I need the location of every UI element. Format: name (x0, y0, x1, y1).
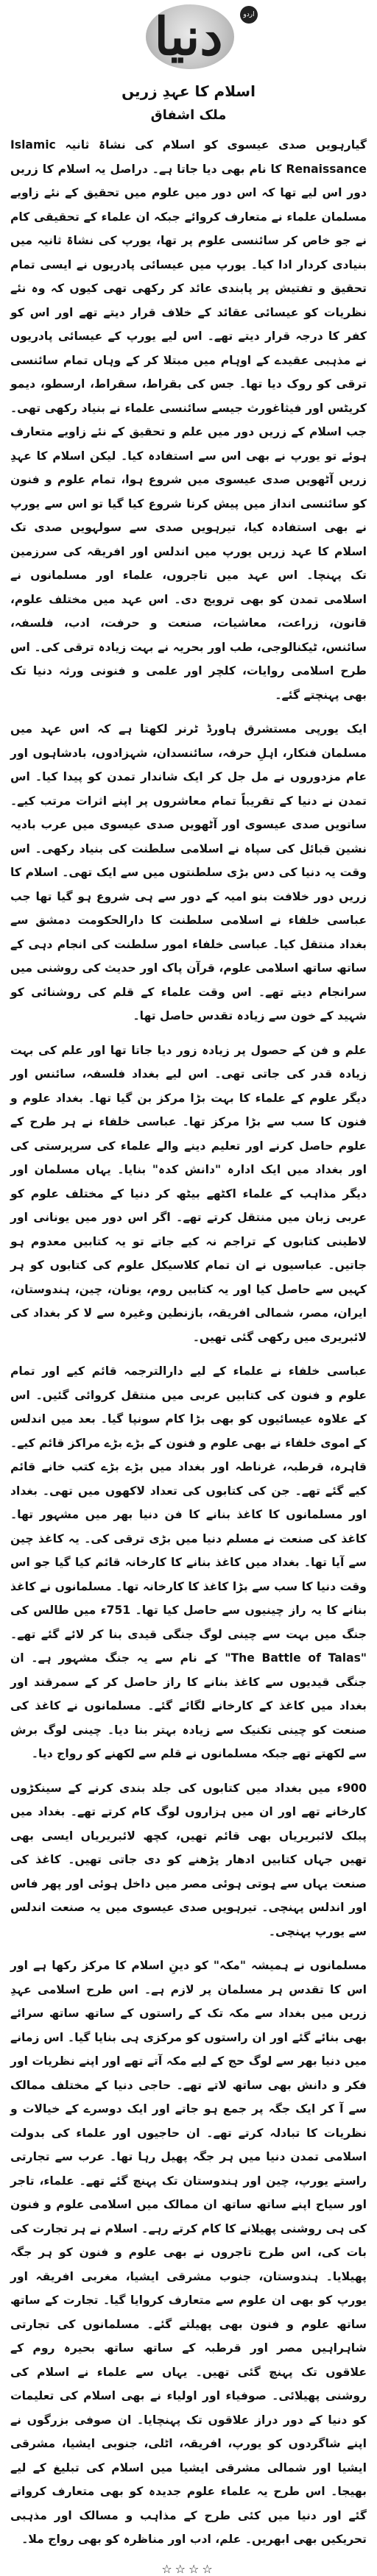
logo-text: دنیا (154, 6, 223, 67)
article-header (10, 82, 367, 123)
article-title: اسلام کا عہدِ زریں (121, 82, 256, 100)
paragraph: 900ء میں بغداد میں کتابوں کی جلد بندی کرنے کے سینکڑوں کارخانے تھے اور ان میں ہزاروں لوگ کام کرتے تھے۔ بغداد میں پبلک لائبریریاں بھی قائم تھیں، کچھ لائبریریاں ایسی بھی تھیں جہاں کتابیں ادھار پڑھنے کو دی جاتی تھیں۔ کاغذ کی صنعت یہاں سے ہوتی ہوئی مصر میں داخل ہوئی اور پھر فاس اور اندلس پہنچی۔ تیرہویں صدی عیسوی میں یہ صنعت اندلس سے یورپ پہنچی۔ (10, 1781, 367, 1938)
paragraph: ایک یورپی مستشرق ہاورڈ ٹرنر لکھتا ہے کہ اس عہد میں مسلمان فنکار، اہلِ حرفہ، سائنسدان، شہزادوں، بادشاہوں اور عام مزدوروں نے مل جل کر ایک شاندار تمدن کو پیدا کیا۔ اس تمدن نے دنیا کے تقریباً تمام معاشروں پر اپنے اثرات مرتب کیے۔ ساتویں صدی عیسوی اور آٹھویں صدی عیسوی میں عرب بادیہ نشین قبائل کی سپاہ نے اسلامی سلطنت کی بنیاد رکھی۔ اس وقت یہ دنیا کی دس بڑی سلطنتوں میں سے ایک تھی۔ اسلام کا زریں دور خلافت بنو امیہ کے دور سے ہی شروع ہو گیا تھا جب عباسی خلفاء نے اسلامی سلطنت کا دارالحکومت دمشق سے بغداد منتقل کیا۔ عباسی خلفاء امور سلطنت کی انجام دہی کے ساتھ ساتھ اسلامی علوم، قرآن پاک اور حدیث کی روشنی میں سرانجام دیتے تھے۔ اس وقت علماء کے قلم کی روشنائی کو شہید کے خون سے زیادہ تقدس حاصل تھا۔ (10, 722, 367, 1022)
masthead-logo (115, 0, 262, 74)
article-body (10, 133, 367, 2552)
article-author: ملک اشفاق (150, 107, 227, 123)
paragraph: عباسی خلفاء نے علماء کے لیے دارالترجمہ قائم کیے اور تمام علوم و فنون کی کتابیں عربی میں منتقل کروائی گئیں۔ اس کے علاوہ عیسائیوں کو بھی بڑا کام سونپا گیا۔ بعد میں اندلس کے اموی خلفاء نے بھی علوم و فنون کے بڑے بڑے مراکز قائم کیے۔ قاہرہ، قرطبہ، غرناطہ اور بغداد میں بڑے بڑے کتب خانے قائم کیے گئے تھے۔ جن کی کتابوں کی تعداد لاکھوں میں تھی۔ بغداد اور مسلمانوں کا کاغذ بنانے کا فن دنیا بھر میں مشہور تھا۔ کاغذ کی صنعت نے مسلم دنیا میں بڑی ترقی کی۔ یہ کاغذ چین سے آیا تھا۔ بغداد میں کاغذ بنانے کا کارخانہ قائم کیا گیا جو اس وقت دنیا کا سب سے بڑا کاغذ کا کارخانہ تھا۔ مسلمانوں نے کاغذ بنانے کا یہ راز چینیوں سے حاصل کیا تھا۔ 751ء میں طالس کی جنگ میں بہت سے چینی لوگ جنگی قیدی بنا کر لائے گئے تھے۔ "The Battle of Talas" کے نام سے یہ جنگ مشہور ہے۔ ان جنگی قیدیوں سے کاغذ بنانے کا راز حاصل کر کے سمرقند اور بغداد میں کاغذ کے کارخانے لگائے گئے۔ مسلمانوں نے کاغذ کی صنعت کو چینی تکنیک سے زیادہ بہتر بنا دیا۔ چینی لوگ برش سے لکھتے تھے جبکہ مسلمانوں نے قلم سے لکھنے کو رواج دیا۔ (10, 1365, 367, 1760)
paragraph: گیارہویں صدی عیسوی کو اسلام کی نشاۃ ثانیہ Islamic Renaissance کا نام بھی دیا جاتا ہے۔ دراصل یہ اسلام کا زریں دور اس لیے تھا کہ اس دور میں علوم میں تحقیق کے نئے زاویے مسلمان علماء نے متعارف کروائے جبکہ ان علماء کے تحقیقی کام نے جو خاص کر سائنسی علوم پر تھا، یورپ کی نشاۃ ثانیہ میں بنیادی کردار ادا کیا۔ یورپ میں عیسائی پادریوں نے ایسی تمام تحقیق و تفتیش پر پابندی عائد کر رکھی تھی کیوں کہ وہ نئے نظریات کو عیسائی عقائد کے خلاف قرار دیتے تھے اور اس کو کفر کا درجہ قرار دیتے تھے۔ اس لیے یورپ کے عیسائی پادریوں نے مذہبی عقیدے کے اوہام میں مبتلا کر کے وہاں تمام سائنسی ترقی کو روک دیا تھا۔ جس کی بقراط، سقراط، ارسطو، دیمو کریٹس اور فیثاغورث جیسے سائنسی علماء نے بنیاد رکھی تھی۔ جب اسلام کے زریں دور میں علم و تحقیق کے نئے زاویے متعارف ہوئے تو یورپ نے بھی اس سے استفادہ کیا۔ لیکن اسلام کا عہدِ زریں آٹھویں صدی عیسوی میں شروع ہوا، تمام علوم و فنون کو سائنسی انداز میں پیش کرنا شروع کیا گیا تو اس سے یورپ نے بھی استفادہ کیا، تیرہویں صدی سے سولہویں صدی تک اسلام کا عہد زریں یورپ میں اندلس اور افریقہ کی سرزمین تک پہنچا۔ اس عہد میں تاجروں، علماء اور مسلمانوں نے اسلامی تمدن کو بھی ترویج دی۔ اس عہد میں مختلف علوم، قانون، زراعت، معاشیات، صنعت و حرفت، ادب، فلسفہ، سائنس، ٹیکنالوجی، طب اور بحریہ نے بہت زیادہ ترقی کی۔ اس طرح اسلامی روایات، کلچر اور علمی و فنونی ورثہ دنیا تک بھی پہنچتے گئے۔ (10, 138, 367, 702)
paragraph: مسلمانوں نے ہمیشہ "مکہ" کو دینِ اسلام کا مرکز رکھا ہے اور اس کا تقدس ہر مسلمان پر لازم ہے۔ اس طرح اسلامی عہدِ زریں میں بغداد سے مکہ تک کے راستوں کے ساتھ ساتھ سرائے بھی بنائے گئے اور ان راستوں کو مرکزی ہی بنایا گیا۔ اس زمانے میں دنیا بھر سے لوگ حج کے لیے مکہ آتے تھے اور اپنے نظریات اور فکر و دانش بھی ساتھ لاتے تھے۔ حاجی دنیا کے مختلف ممالک سے آ کر ایک جگہ پر جمع ہو جاتے اور ایک دوسرے کے خیالات و نظریات کا تبادلہ کرتے تھے۔ ان حاجیوں اور علماء کی بدولت اسلامی تمدن دنیا میں ہر جگہ پھیل رہا تھا۔ عرب سے تجارتی راستے یورپ، چین اور ہندوستان تک پہنچ گئے تھے۔ علماء، تاجر اور سیاح اپنے ساتھ ساتھ ان ممالک میں اسلامی علوم و فنون کی ہی روشنی پھیلانے کا کام کرتے رہے۔ اسلام نے ہر تجارت کی بات کی، اس طرح تاجروں نے بھی علوم و فنون کو ہر جگہ پھیلایا۔ ہندوستان، جنوب مشرقی ایشیا، مغربی افریقہ اور یورپ کو بھی ان علوم سے متعارف کروایا گیا۔ تجارت کے ساتھ ساتھ علوم و فنون بھی پھیلتے گئے۔ مسلمانوں کی تجارتی شاہراہیں مصر اور قرطبہ کے ساتھ ساتھ بحیرہ روم کے علاقوں تک پہنچ گئی تھیں۔ یہاں سے علماء نے اسلام کی روشنی پھیلائی۔ صوفیاء اور اولیاء نے بھی اسلام کی تعلیمات کو دنیا کے دور دراز علاقوں تک پہنچایا۔ ان صوفی بزرگوں نے اپنے شاگردوں کو یورپ، افریقہ، اٹلی، جنوبی ایشیا، مشرقی ایشیا اور شمالی مشرقی ایشیا میں اسلام کی تبلیغ کے لیے بھیجا۔ اس طرح یہ علماء علوم جدیدہ کو بھی متعارف کرواتے گئے اور دنیا میں کئی طرح کے مذاہب و مسالک اور مذہبی تحریکیں بھی ابھریں۔ علم، ادب اور مناظرہ کو بھی رواج ملا۔ (10, 1959, 367, 2546)
end-ornament-stars: ☆☆☆☆ (161, 2561, 216, 2576)
paragraph: علم و فن کے حصول پر زیادہ زور دیا جاتا تھا اور علم کی بہت زیادہ قدر کی جاتی تھی۔ اس لیے بغداد فلسفہ، سائنس اور دیگر علوم کے علماء کا بہت بڑا مرکز بن گیا تھا۔ بغداد علوم و فنون کا سب سے بڑا مرکز تھا۔ عباسی خلفاء نے ہر طرح کے علوم حاصل کرنے اور تعلیم دینے والے علماء کی سرپرستی کی اور بغداد میں ایک ادارہ "دانش کدہ" بنایا۔ یہاں مسلمان اور دیگر مذاہب کے علماء اکٹھے بیٹھ کر دنیا کے مختلف علوم کو عربی زبان میں منتقل کرتے تھے۔ اگر اس دور میں یونانی اور لاطینی کتابوں کے تراجم نہ کیے جاتے تو یہ کتابیں معدوم ہو جاتیں۔ عباسیوں نے ان تمام کلاسیکل علوم کی کتابوں کو ہر کہیں سے حاصل کیا اور یہ کتابیں روم، یونان، چین، ہندوستان، ایران، مصر، شمالی افریقہ، بازنطین وغیرہ سے لا کر بغداد کی لائبریری میں رکھی گئی تھیں۔ (10, 1043, 367, 1344)
logo-badge: اردو (240, 6, 258, 24)
